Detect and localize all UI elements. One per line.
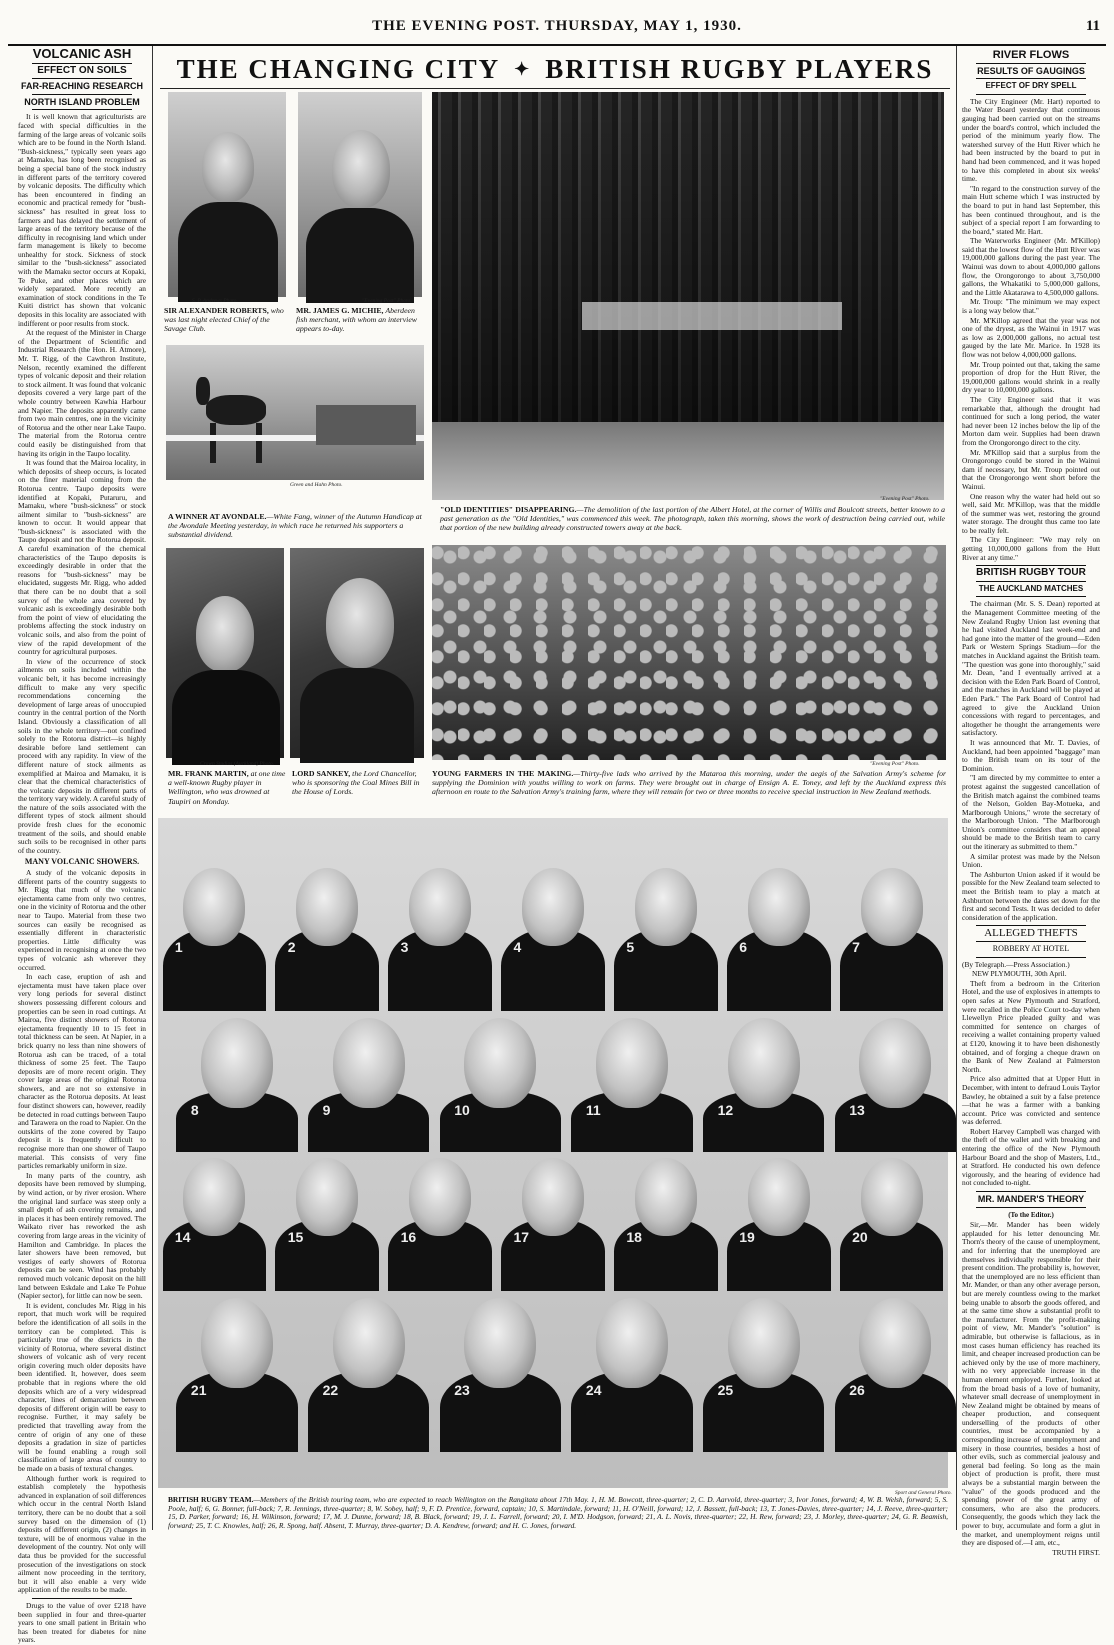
team-player	[158, 1148, 271, 1288]
caption-name: SIR ALEXANDER ROBERTS,	[164, 306, 269, 315]
team-player	[566, 1288, 698, 1448]
photo-alexander-roberts	[168, 92, 286, 297]
article-paragraph: "In regard to the construction survey of the main Hutt scheme which I was instructed by the board to put in hand last September, this has been continued throughout, and is the subject of a special report I am forwarding to the board," stated Mr. Hart.	[962, 183, 1100, 236]
article-paragraph: Mr. M'Killop agreed that the year was not one of the dryest, as the Wainui in 1917 was as low as 2,000,000 gallons, no actual test gauged by the late Mr. Marice. In 1928 its flow was not below 4,000,000 gallons.	[962, 315, 1100, 359]
player-number: 18	[626, 1228, 642, 1245]
team-player	[609, 1148, 722, 1288]
team-player	[497, 1148, 610, 1288]
caption-text: the Lord Chancellor, who is sponsoring the Coal Mines Bill in the House of Lords.	[292, 769, 420, 797]
caption-text: —White Fang, winner of the Autumn Handicap at the Avondale Meeting yesterday, in which race he returned his supporters a substantial dividend.	[168, 512, 422, 540]
player-number: 24	[585, 1381, 602, 1398]
photo-british-rugby-team	[158, 818, 948, 1488]
caption-young-farmers	[432, 769, 946, 797]
team-player	[722, 1148, 835, 1288]
team-player	[698, 1008, 830, 1148]
british-rugby-tour-headline: BRITISH RUGBY TOUR	[976, 567, 1086, 579]
page-banner	[160, 50, 950, 89]
divider	[976, 565, 1086, 566]
player-number: 25	[717, 1381, 734, 1398]
caption-name: BRITISH RUGBY TEAM.	[168, 1495, 254, 1504]
article-paragraph: It was found that the Mairoa locality, in which deposits of sheep occurs, is located on the finer material coming from the Rotorua centre. Taupo deposits were identified at Kopaki, Putaruru, and Mamaku, where "bush-sickness" or stock ailment similar to "bush-sickness" are known to occur. It would appear that "bush-sickness" is associated with the Taupo deposit and not the Rotorua deposit. A careful examination of the chemical characteristics of the Taupo deposits is exceedingly desirable in order that the reasons for "bush-sickness" may be elucidated, suggests Mr. Rigg, who added that there can be no doubt that a soil survey of the whole area covered by volcanic ash is exceedingly desirable both from the point of view of elucidating the problems affecting the stock industry on volcanic soils, and also from the point of view of the rapid development of the country for agricultural purposes.	[18, 458, 146, 657]
article-paragraph: In many parts of the country, ash deposits have been removed by slumping, by wind action, or by river erosion. Where the original land surface was steep only a small depth of ash covering remains, and in places it has been entirely removed. The Waikato river has reworked the ash covering from large areas in the vicinity of Hamilton and Cambridge. In places the later showers have been removed, but vestiges of early showers of Rotorua deposits can be seen. Wind has probably removed much volcanic deposit on the hill land between Eskdale and Lake Te Pohue (Napier sector), for little can now be seen.	[18, 1170, 146, 1301]
player-number: 8	[190, 1101, 199, 1118]
divider	[976, 1191, 1086, 1192]
divider	[976, 94, 1086, 95]
caption-michie	[296, 306, 426, 334]
article-paragraph: The Ashburton Union asked if it would be possible for the New Zealand team selected to meet the British team to play a match at Ashburton between the dates set down for the first and second Tests. It was decided to defer consideration of the application.	[962, 869, 1100, 922]
player-number: 2	[287, 938, 296, 955]
player-number: 15	[287, 1228, 304, 1245]
divider	[976, 596, 1086, 597]
article-paragraph: "I am directed by my committee to enter a protest against the suggested cancellation of the British match against the combined teams of the Nelson, Golden Bay-Motueka, and Marlborough Unions," wrote the secretary of the Marlborough Union. "The Marlborough Union's committee considers that an appeal should be made to the British team to carry out the itinerary as submitted to them."	[962, 773, 1100, 852]
photo-credit: "Evening Post" Photo.	[880, 496, 930, 502]
masthead-title: THE EVENING POST. THURSDAY, MAY 1, 1930.	[372, 18, 742, 34]
team-player	[171, 1008, 303, 1148]
player-number: 21	[190, 1381, 207, 1398]
photo-credit: Sport and General Photo.	[895, 1490, 952, 1496]
deck-effect-on-soils: EFFECT ON SOILS	[37, 64, 127, 76]
deck-north-island: NORTH ISLAND PROBLEM	[24, 96, 140, 107]
player-number: 5	[626, 938, 635, 955]
photo-james-michie	[298, 92, 422, 297]
team-player	[497, 858, 610, 1008]
team-player	[303, 1008, 435, 1148]
team-player	[171, 1288, 303, 1448]
player-number: 11	[585, 1101, 601, 1118]
caption-text: —Members of the British touring team, who are expected to reach Wellington on the Rangitata about 17th May. 1, H. M. Bowcott, three-quarter; 2, C. D. Aarvold, three-quarter; 3, Ivor Jones, forward; 4, W. B. Welsh, forward; 5, S. Poole, half; 6, G. Bonner, full-back; 7, R. Jennings, three-quarter; 8, W. Sobey, half; 9, F. D. Prentice, forward, captain; 10, S. Martindale, forward; 11, H. O'Neill, forward; 12, J. Bassett, full-back; 13, T. Jones-Davies, three-quarter; 14, J. Reeve, three-quarter; 15, D. Parker, forward; 16, H. Wilkinson, forward; 17, M. J. Dunne, forward; 18, B. Black, forward; 19, J. L. Farrell, forward; 20, I. M'D. Hodgson, forward; 21, A. L. Novis, three-quarter; 22, H. Rew, forward; 23, J. Morley, three-quarter; 24, G. R. Beamish, forward; 25, T. C. Knowles, half; 26, R. Spong, half. Absent, T. Murray, three-quarter; D. A. Kendrew, forward; and H. C. Jones, forward.	[168, 1495, 948, 1530]
subhead-volcanic-showers: MANY VOLCANIC SHOWERS.	[24, 857, 140, 867]
divider	[976, 78, 1086, 79]
team-player	[609, 858, 722, 1008]
left-column	[18, 46, 146, 1645]
divider	[976, 941, 1086, 942]
team-player	[835, 1148, 948, 1288]
banner-right: BRITISH RUGBY PLAYERS	[545, 53, 934, 84]
team-player	[384, 858, 497, 1008]
divider	[976, 581, 1086, 582]
team-player	[722, 858, 835, 1008]
player-number: 26	[849, 1381, 865, 1398]
player-number: 4	[513, 938, 522, 955]
masthead	[8, 14, 1106, 46]
to-the-editor: (To the Editor.)	[1008, 1210, 1054, 1219]
player-number: 19	[739, 1228, 755, 1245]
article-paragraph: A similar protest was made by the Nelson Union.	[962, 851, 1100, 870]
caption-text: at one time a well-known Rugby player in Wellington, who was drowned at Taupiri on Monday.	[168, 769, 286, 806]
article-paragraph: A study of the volcanic deposits in different parts of the country suggests to Mr. Rigg that much of the volcanic ejectamenta came from only two centres, one in the vicinity of Rotorua and the other near to Taupo. Material from these two sources can easily be recognised as essentially different in characteristic properties. Little difficulty was experienced in recognising at once the two types of volcanic ash wherever they occurred.	[18, 868, 146, 972]
player-number: 6	[739, 938, 747, 955]
article-paragraph: Mr. Troup: "The minimum we may expect is a long way below that."	[962, 297, 1100, 316]
divider	[32, 63, 132, 64]
player-number: 23	[454, 1381, 470, 1398]
caption-name: LORD SANKEY,	[292, 769, 351, 778]
divider	[976, 63, 1086, 64]
photo-credit: "Evening Post" Photo.	[870, 761, 920, 767]
divider	[32, 78, 132, 79]
caption-lord-sankey	[292, 769, 424, 797]
manders-theory-headline: MR. MANDER'S THEORY	[977, 1194, 1085, 1205]
deck-robbery-hotel: ROBBERY AT HOTEL	[992, 944, 1070, 953]
photo-credit: Green and Hahn Photo.	[290, 482, 343, 488]
article-paragraph: It was announced that Mr. T. Davies, of Auckland, had been appointed "baggage" man to the British team on its tour of the Dominion.	[962, 737, 1100, 773]
team-player	[435, 1288, 567, 1448]
player-number: 1	[174, 938, 183, 955]
article-paragraph: The Waterworks Engineer (Mr. M'Killop) said that the lowest flow of the Hutt River was 19,000,000 gallons during the past year. The Wainui was down to about 4,000,000 gallons flow, the Orongorongo to about 3,750,000 gallons, the Whakatiki to 5,000,000 gallons, and the Little Akatarawa to 4,500,000 gallons.	[962, 236, 1100, 297]
caption-name: YOUNG FARMERS IN THE MAKING.	[432, 769, 574, 778]
team-player	[158, 858, 271, 1008]
article-paragraph: Theft from a bedroom in the Criterion Hotel, and the use of explosives in attempts to open safes at New Plymouth and Stratford, were recalled in the Police Court to-day when Llewellyn Price pleaded guilty and was committed for sentence on charges of receiving a wallet containing property valued at £120, knowing it to have been dishonestly obtained, and of forging a cheque drawn on the Bank of New Zealand at Palmerston North.	[962, 978, 1100, 1074]
team-player	[698, 1288, 830, 1448]
divider	[32, 1598, 132, 1599]
letter-paragraph: Sir,—Mr. Mander has been widely applauded for his letter denouncing Mr. Thorn's theory of the cause of unemployment, and for inferring that the unemployed are themselves individually responsible for their present condition. The probability is, however, that the unemployed are no less efficient than Mr. Mander, or than any other average person, but are merely countless owing to the market being unable to absorb the goods offered, and at the same time show a substantial profit to the manufacturer. From the profit-making point of view, Mr. Mander's "solution" is admirable, but otherwise is fallacious, as in most cases human efficiency has reached its limit, and cheaper increased production can be achieved only by the use of more machinery, with no very appreciable increase in the human element employed. Further, looked at from the broad basis of a love of humanity, whatever small decrease of unemployment in New Zealand might be obtained by means of cheaper production, and consequent underselling of the products of other countries, must be accompanied by a corresponding increase of unemployment and misery in those countries, besides a host of other evils, such as commercial jealousy and general bad feeling. So long as the main object of production is profit, there must always be a substantial margin between the "value" of the goods produced and the spending power of the great army of consumers, who are also the producers. Consequently, the goods which they lack the power to buy, accumulate and form a glut in the market, and unemployment reigns until they are disposed of.—I am, etc.,	[962, 1220, 1100, 1548]
banner-ornament: ✦	[514, 58, 532, 79]
caption-frank-martin	[168, 769, 286, 806]
player-number: 17	[513, 1228, 530, 1245]
page-number: 11	[1085, 18, 1100, 34]
photo-credit: "Evening Post" Photo.	[362, 298, 412, 304]
photo-young-farmers	[432, 545, 946, 760]
river-flows-headline: RIVER FLOWS	[992, 49, 1070, 61]
article-paragraph: At the request of the Minister in Charge of the Department of Scientific and Industrial Research (the Hon. H. Atmore), Mr. T. Rigg, of the Cawthron Institute, Nelson, recently examined the different types of volcanic deposit and their relation to stock ailment. It was found that volcanic deposits covered a very large part of the whole country between Kawhia Harbour and Napier. The deposits apparently came from two main centres, one in the vicinity of Rotorua and the other near Lake Taupo. The material from the Rotorua centre could easily be distinguished from that having its origin in the Taupo locality.	[18, 328, 146, 458]
caption-roberts	[164, 306, 292, 334]
letter-signature: TRUTH FIRST.	[1052, 1547, 1100, 1557]
photo-frank-martin	[166, 548, 284, 758]
team-player	[271, 1148, 384, 1288]
article-paragraph: Although further work is required to establish completely the hypothesis advanced in explanation of soil differences which occur in the central North Island territory, there can be no doubt that a soil survey based on the dimension of (1) deposits of different origin, (2) changes in texture, will be of enormous value in the development of the country. Not only will data thus be provided for the successful prosecution of the investigations on stock ailment now proceeding in the territory, but it will also enable a very wide application of the results to be made.	[18, 1473, 146, 1595]
caption-albert-hotel	[440, 505, 945, 533]
team-player	[830, 1008, 962, 1148]
player-number: 22	[322, 1381, 339, 1398]
article-paragraph: It is evident, concludes Mr. Rigg in his report, that much work will be required before the identification of all soils in the territory can be completed. This is particularly true of the districts in the vicinity of Rotorua, where several distinct showers of volcanic ash of very recent origin covering much older deposits have been identified. It, however, does seem probable that in regions where the old deposits which are of a very widespread character, lines of demarcation between deposits of different origin will be easy to recognise. Further, it may safely be predicted that travelling away from the centre of origin of any one of these deposits a gradation in size of particles will be found enabling a rough soil classification of large areas of country to be made on a basis of textural changes.	[18, 1300, 146, 1473]
divider	[976, 957, 1086, 958]
player-number: 3	[400, 938, 409, 955]
player-number: 14	[174, 1228, 191, 1245]
team-player	[835, 858, 948, 1008]
team-player	[435, 1008, 567, 1148]
caption-name: MR. JAMES G. MICHIE,	[296, 306, 384, 315]
photo-albert-hotel	[432, 92, 944, 500]
deck-far-reaching: FAR-REACHING RESEARCH	[20, 81, 143, 92]
article-paragraph: Mr. M'Killop said that a surplus from the Orongorongo could be stored in the Wainui dam if necessary, but Mr. Troup pointed out that the Orongorongo went short before the Wainui.	[962, 447, 1100, 491]
deck-dry-spell: EFFECT OF DRY SPELL	[985, 81, 1077, 91]
article-paragraph: The City Engineer: "We may rely on getting 10,000,000 gallons from the Hutt River at any time."	[962, 535, 1100, 562]
article-paragraph: The City Engineer said that it was remarkable that, although the drought had continued for such a long period, the water had never been 12 inches below the lip of the Morton dam weir. Supplies had been drawn from the Orongorongo direct to the city.	[962, 394, 1100, 447]
caption-text: —Thirty-five lads who arrived by the Mataroa this morning, under the aegis of the Salvation Army's scheme for supplying the Dominion with youths willing to work on farms. They were brought out in charge of Ensign A. E. Toney, and left by the Auckland express this afternoon en route to the Salvation Army's training farm, where they will remain for two or three months to receive special instruction in New Zealand methods.	[432, 769, 946, 797]
deck-auckland-matches: THE AUCKLAND MATCHES	[978, 583, 1084, 593]
article-paragraph: The City Engineer (Mr. Hart) reported to the Water Board yesterday that continuous gauging had been carried out on the streams under the board's control, which included the period of the minimum yearly flow. The watershed survey of the Hutt River which he had been instructed by the board to put in hand had been commenced, and it was hoped to have this completed in about six weeks' time.	[962, 96, 1100, 184]
caption-avondale	[168, 512, 428, 540]
player-number: 9	[322, 1101, 331, 1118]
divider	[976, 1207, 1086, 1208]
caption-text: who was last night elected Chief of the Savage Club.	[164, 306, 284, 334]
alleged-thefts-headline: ALLEGED THEFTS	[984, 927, 1078, 940]
caption-name: A WINNER AT AVONDALE.	[168, 512, 267, 521]
player-number: 13	[849, 1101, 865, 1118]
team-player	[303, 1288, 435, 1448]
article-paragraph: Price also admitted that at Upper Hutt in December, with intent to defraud Louis Taylor Bawley, he obtained a suit by a false pretence—that he was a farmer with a banking account. Price was convicted and sentence was deferred.	[962, 1074, 1100, 1127]
article-paragraph: The chairman (Mr. S. S. Dean) reported at the Management Committee meeting of the New Zealand Rugby Union last evening that he had visited Auckland last week-end and had gone into the matter of the ground—Eden Park or Western Springs Stadium—for the matches in Auckland against the British team. "The question was gone into thoroughly," said Mr. Dean, "and I eventually arrived at a decision with the Eden Park Board of Control, and the matches in Auckland will be played at Eden Park." The Park Board of Control had agreed to give the Auckland Union concessions with regard to percentages, and altogether he thought the arrangements were satisfactory.	[962, 599, 1100, 738]
article-paragraph: In view of the occurrence of stock ailments on soils included within the volcanic belt, it has become increasingly difficult to make any very specific recommendations concerning the development of large areas of unoccupied country in the central portion of the North Island. Obviously a classification of all soils in the whole territory—not confined solely to the Rotorua district—is highly desirable before land settlement can proceed with any rapidity. In view of the different nature of stock ailments as exemplified at Mairoa and Mamaku, it is clear that the chemical characteristics of the volcanic deposits in different parts of the territory vary widely. A careful study of the nature of the soils associated with the different types of stock ailment should provide fresh clues for the economic treatment of the soils, and should enable such soils to be recognised in other parts of the country.	[18, 656, 146, 855]
divider	[32, 94, 132, 95]
banner-left: THE CHANGING CITY	[176, 53, 501, 84]
dateline: NEW PLYMOUTH, 30th April.	[972, 969, 1067, 979]
team-player	[566, 1008, 698, 1148]
caption-text: Aberdeen fish merchant, with whom an interview appears to-day.	[296, 306, 417, 334]
photo-avondale-winner	[166, 345, 424, 480]
right-column	[962, 48, 1100, 1557]
column-rule-left	[152, 46, 153, 1530]
player-number: 7	[852, 938, 860, 955]
divider	[976, 925, 1086, 926]
photo-credit: Crown Studios (Auckland) Photo.	[200, 761, 275, 767]
caption-text: —The demolition of the last portion of the Albert Hotel, at the corner of Willis and Boulcott streets, better known to a past generation as the "Old Identities," was commenced this week. The photograph, taken this morning, shows the work of destruction being carried out, while that portion of the new building already constructed towers away at the back.	[440, 505, 945, 533]
divider	[32, 109, 132, 110]
team-player	[271, 858, 384, 1008]
article-paragraph: Mr. Troup pointed out that, taking the same proportion of drop for the Hutt River, the 19,000,000 gallons would shrink in a really dry year to 10,000,000 gallons.	[962, 359, 1100, 395]
team-player	[384, 1148, 497, 1288]
byline: (By Telegraph.—Press Association.)	[962, 959, 1070, 969]
photo-credit: S. P. Andrews Photo.	[192, 298, 238, 304]
article-paragraph: It is well known that agriculturists are faced with special difficulties in the farming of the large areas of volcanic soils which are to be found in the North Island. "Bush-sickness," typically seen years ago at Mamaku, has long been recognised as being a special bane of the stock industry in different parts of the territory covered by volcanic deposits. The difficulty which has been encountered in finding an economic and practical remedy for "bush-sickness" has resulted in great loss to farmers and has delayed the settlement of large areas of the territory because of the difficulty in recognising land which under farm management is likely to become unhealthy for stock. Sickness of stock similar to the "bush-sickness" associated with the Mamaku sector occurs at Kopaki, Te Puke, and other places which are widely separated. More recently an examination of stock conditions in the Te Kuiti district has shown that volcanic deposits in this locality are associated with indifferent or poor results from stock.	[18, 112, 146, 328]
deck-results-gaugings: RESULTS OF GAUGINGS	[977, 65, 1085, 76]
caption-name: MR. FRANK MARTIN,	[168, 769, 249, 778]
player-number: 20	[852, 1228, 868, 1245]
caption-name: "OLD IDENTITIES" DISAPPEARING.	[440, 505, 577, 514]
team-player	[830, 1288, 962, 1448]
caption-british-rugby-team	[168, 1496, 948, 1530]
filler-paragraph: Drugs to the value of over £218 have been supplied in four and three-quarter years to one small patient in Britain who has been treated for diabetes for nine years.	[18, 1600, 146, 1645]
article-paragraph: Robert Harvey Campbell was charged with the theft of the wallet and with breaking and entering the office of the New Plymouth Harbour Board and the shop of Masters, Ltd., at Stratford. He conducted his own defence vigorously, and the hearing of evidence had not concluded to-night.	[962, 1126, 1100, 1188]
article-paragraph: In each case, eruption of ash and ejectamenta must have taken place over very long periods for several distinct showers possessing different colours and properties can be seen in road cuttings. At Mairoa, five distinct showers of Rotorua ejectamenta frequently 10 to 15 feet in total thickness can be seen. At Napier, in a brick quarry no less than nine showers of Rotorua ash can be traced, of a total thickness of some 25 feet. The Taupo deposits are of more recent origin. They cover large areas of the original Rotorua showers, and are not so extensive in character as the Rotorua deposits. At least four distinct showers can, however, readily be detected in road cuttings between Taupo and Tarawera on the road to Napier. On the outskirts of the zone covered by Taupo deposit it is frequently difficult to recognise more than one shower of Taupo material. This consists of very fine particles remarkably uniform in size.	[18, 972, 146, 1171]
player-number: 16	[400, 1228, 417, 1245]
article-paragraph: One reason why the water had held out so well, said Mr. M'Killop, was that the middle of the summer was wet, restoring the ground water storage. The drought thus came too late to be really felt.	[962, 491, 1100, 535]
player-number: 12	[717, 1101, 734, 1118]
player-number: 10	[454, 1101, 470, 1118]
photo-lord-sankey	[290, 548, 424, 758]
volcanic-ash-headline: VOLCANIC ASH	[32, 46, 132, 61]
